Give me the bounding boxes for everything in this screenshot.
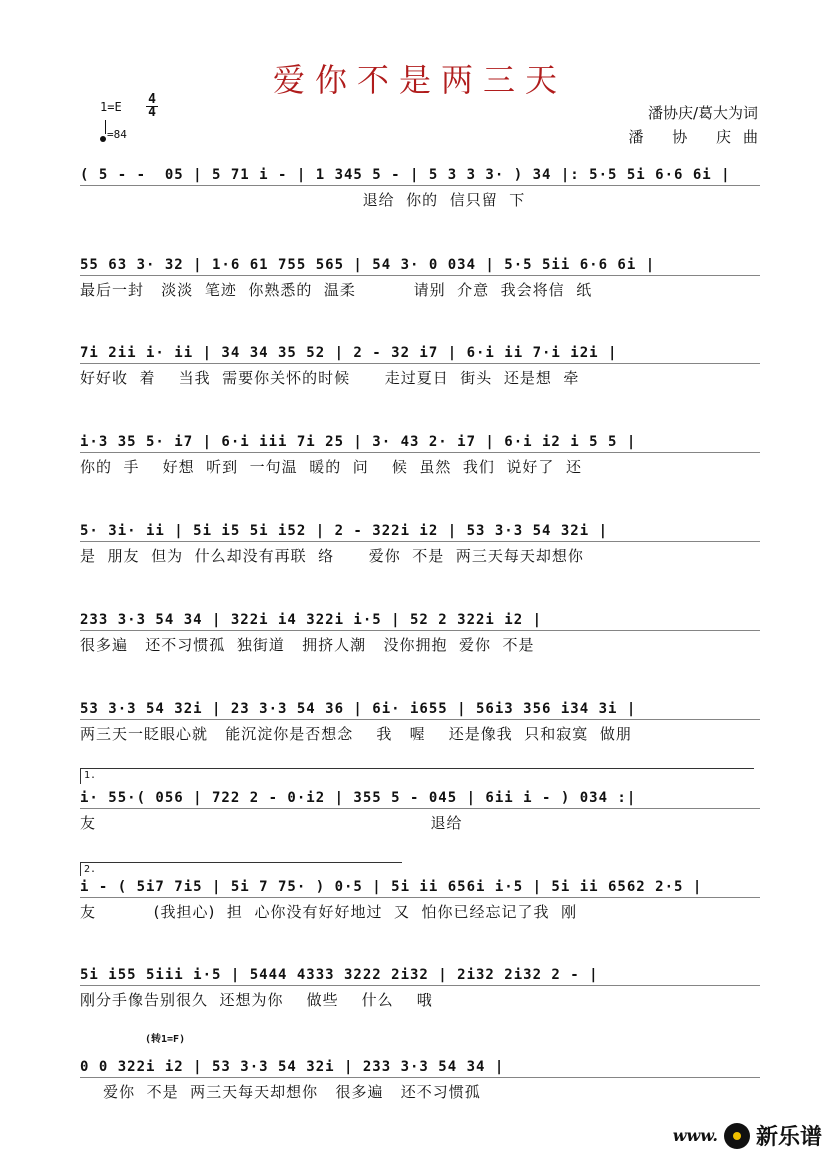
score-system-8 [80,786,760,836]
lyrics-line: 你的 手 好想 听到 一句温 暖的 问 候 虽然 我们 说好了 还 [80,458,582,476]
lyrics-line: 友 (我担心) 担 心你没有好好地过 又 怕你已经忘记了我 刚 [80,903,578,921]
watermark-url: www. [672,1126,718,1145]
score-system-6 [80,608,760,658]
lyricist-credit: 潘协庆/葛大为词 [647,104,758,122]
notation-line: i·3 35 5· i7 | 6·i iii 7i 25 | 3· 43 2· i7 | 6·i i2 i 5 5 | [80,430,760,454]
score-system-4 [80,430,760,480]
time-signature-bottom: 4 [148,105,156,120]
notation-line: 5· 3i· ii | 5i i5 5i i52 | 2 - 322i i2 | 53 3·3 54 32i | [80,519,760,543]
time-signature-top: 4 [148,92,156,107]
notation-line: 5i i55 5iii i·5 | 5444 4333 3222 2i32 | 2i32 2i32 2 - | [80,963,760,987]
score-system-11 [80,1055,760,1105]
song-title: 爱你不是两三天 [272,61,567,99]
tempo-marking [100,124,127,141]
lyrics-line: 最后一封 淡淡 笔迹 你熟悉的 温柔 请别 介意 我会将信 纸 [80,281,593,299]
notation-line: 55 63 3· 32 | 1·6 61 755 565 | 54 3· 0 034 | 5·5 5ii 6·6 6i | [80,253,760,277]
key-signature: 1=E [100,100,122,114]
volta-second-ending: 2. [80,862,402,876]
lyrics-line: 爱你 不是 两三天每天却想你 很多遍 还不习惯孤 [80,1083,481,1101]
score-system-9 [80,875,760,925]
notation-line: i - ( 5i7 7i5 | 5i 7 75· ) 0·5 | 5i ii 656i i·5 | 5i ii 6562 2·5 | [80,875,760,899]
site-watermark [673,1120,822,1151]
time-signature [146,94,158,119]
score-system-1 [80,163,760,213]
note-stem [105,120,106,134]
record-disc-icon [724,1123,750,1149]
composer-credit: 潘 协 庆曲 [628,128,770,146]
score-system-7 [80,697,760,747]
lyrics-line: 刚分手像告别很久 还想为你 做些 什么 哦 [80,991,433,1009]
notation-line: 0 0 322i i2 | 53 3·3 54 32i | 233 3·3 54 34 | [80,1055,760,1079]
score-system-5 [80,519,760,569]
watermark-brand: 新乐谱 [755,1125,822,1150]
score-system-3 [80,341,760,391]
lyrics-line: 友 退给 [80,814,463,832]
lyrics-line: 好好收 着 当我 需要你关怀的时候 走过夏日 街头 还是想 牵 [80,369,580,387]
notation-line: i· 55·( 056 | 722 2 - 0·i2 | 355 5 - 045 | 6ii i - ) 034 :| [80,786,760,810]
lyrics-line: 退给 你的 信只留 下 [80,191,526,209]
score-system-10 [80,963,760,1013]
modulation-marking: (转1=F) [145,1034,186,1045]
score-system-2 [80,253,760,303]
notation-line: 233 3·3 54 34 | 322i i4 322i i·5 | 52 2 322i i2 | [80,608,760,632]
lyrics-line: 两三天一眨眼心就 能沉淀你是否想念 我 喔 还是像我 只和寂寞 做朋 [80,725,632,743]
notation-line: 7i 2ii i· ii | 34 34 35 52 | 2 - 32 i7 | 6·i ii 7·i i2i | [80,341,760,365]
lyrics-line: 很多遍 还不习惯孤 独街道 拥挤人潮 没你拥抱 爱你 不是 [80,636,535,654]
tempo-value: =84 [107,128,127,141]
notation-line: 53 3·3 54 32i | 23 3·3 54 36 | 6i· i655 | 56i3 356 i34 3i | [80,697,760,721]
quarter-note-icon [100,136,106,142]
notation-line: ( 5 - - 05 | 5 71 i - | 1 345 5 - | 5 3 3 3· ) 34 |: 5·5 5i 6·6 6i | [80,163,760,187]
volta-first-ending: 1. [80,768,754,784]
lyrics-line: 是 朋友 但为 什么却没有再联 络 爱你 不是 两三天每天却想你 [80,547,584,565]
